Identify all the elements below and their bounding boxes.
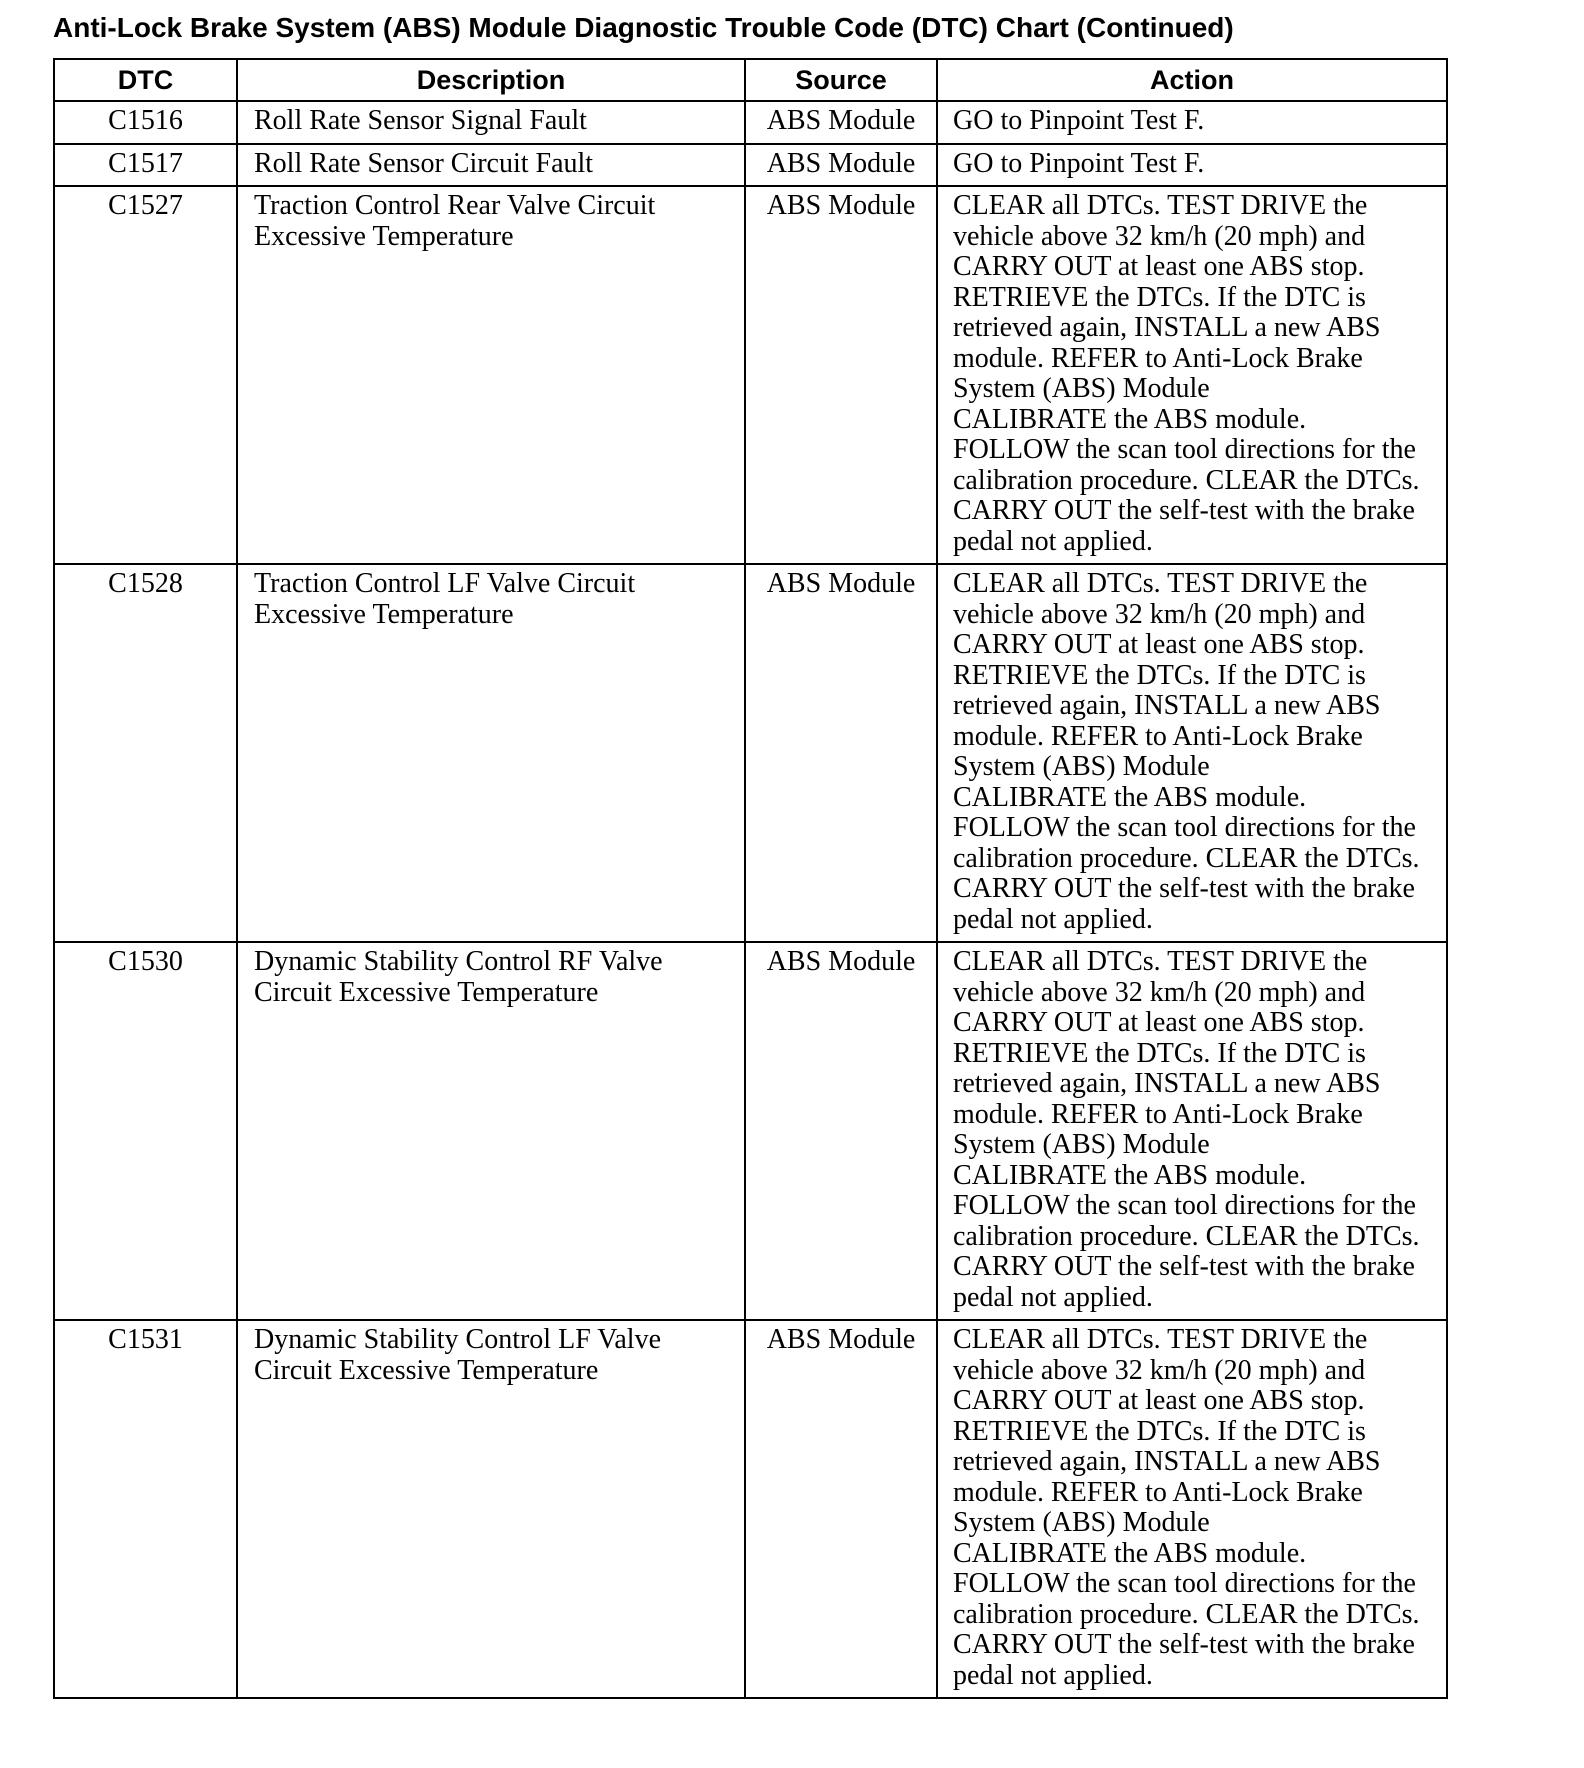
table-row: [54, 186, 1447, 564]
dtc-cell: C1531: [54, 1320, 237, 1698]
source-cell: ABS Module: [745, 942, 937, 1320]
dtc-table: [53, 58, 1448, 1699]
header-description: Description: [237, 59, 745, 101]
header-source: Source: [745, 59, 937, 101]
dtc-cell: C1530: [54, 942, 237, 1320]
dtc-cell: C1516: [54, 101, 237, 144]
table-row: [54, 564, 1447, 942]
table-row: [54, 101, 1447, 144]
table-row: [54, 942, 1447, 1320]
source-cell: ABS Module: [745, 144, 937, 187]
description-cell: Roll Rate Sensor Circuit Fault: [237, 144, 745, 187]
source-cell: ABS Module: [745, 564, 937, 942]
source-cell: ABS Module: [745, 1320, 937, 1698]
action-cell: CLEAR all DTCs. TEST DRIVE the vehicle above 32 km/h (20 mph) and CARRY OUT at least one ABS stop. RETRIEVE the DTCs. If the DTC is retrieved again, INSTALL a new ABS module. REFER to Anti-Lock Brake System (ABS) Module CALIBRATE the ABS module. FOLLOW the scan tool directions for the calibration procedure. CLEAR the DTCs. CARRY OUT the self-test with the brake pedal not applied.: [937, 186, 1447, 564]
action-cell: GO to Pinpoint Test F.: [937, 101, 1447, 144]
header-dtc: DTC: [54, 59, 237, 101]
description-cell: Traction Control Rear Valve Circuit Excessive Temperature: [237, 186, 745, 564]
table-header-row: [54, 59, 1447, 101]
action-cell: CLEAR all DTCs. TEST DRIVE the vehicle above 32 km/h (20 mph) and CARRY OUT at least one ABS stop. RETRIEVE the DTCs. If the DTC is retrieved again, INSTALL a new ABS module. REFER to Anti-Lock Brake System (ABS) Module CALIBRATE the ABS module. FOLLOW the scan tool directions for the calibration procedure. CLEAR the DTCs. CARRY OUT the self-test with the brake pedal not applied.: [937, 564, 1447, 942]
table-row: [54, 144, 1447, 187]
description-cell: Roll Rate Sensor Signal Fault: [237, 101, 745, 144]
action-cell: CLEAR all DTCs. TEST DRIVE the vehicle above 32 km/h (20 mph) and CARRY OUT at least one ABS stop. RETRIEVE the DTCs. If the DTC is retrieved again, INSTALL a new ABS module. REFER to Anti-Lock Brake System (ABS) Module CALIBRATE the ABS module. FOLLOW the scan tool directions for the calibration procedure. CLEAR the DTCs. CARRY OUT the self-test with the brake pedal not applied.: [937, 1320, 1447, 1698]
action-cell: GO to Pinpoint Test F.: [937, 144, 1447, 187]
dtc-cell: C1527: [54, 186, 237, 564]
dtc-cell: C1517: [54, 144, 237, 187]
dtc-cell: C1528: [54, 564, 237, 942]
description-cell: Dynamic Stability Control RF Valve Circuit Excessive Temperature: [237, 942, 745, 1320]
table-row: [54, 1320, 1447, 1698]
action-cell: CLEAR all DTCs. TEST DRIVE the vehicle above 32 km/h (20 mph) and CARRY OUT at least one ABS stop. RETRIEVE the DTCs. If the DTC is retrieved again, INSTALL a new ABS module. REFER to Anti-Lock Brake System (ABS) Module CALIBRATE the ABS module. FOLLOW the scan tool directions for the calibration procedure. CLEAR the DTCs. CARRY OUT the self-test with the brake pedal not applied.: [937, 942, 1447, 1320]
description-cell: Dynamic Stability Control LF Valve Circuit Excessive Temperature: [237, 1320, 745, 1698]
source-cell: ABS Module: [745, 186, 937, 564]
page-title: Anti-Lock Brake System (ABS) Module Diagnostic Trouble Code (DTC) Chart (Continued): [53, 12, 1234, 43]
source-cell: ABS Module: [745, 101, 937, 144]
description-cell: Traction Control LF Valve Circuit Excessive Temperature: [237, 564, 745, 942]
header-action: Action: [937, 59, 1447, 101]
